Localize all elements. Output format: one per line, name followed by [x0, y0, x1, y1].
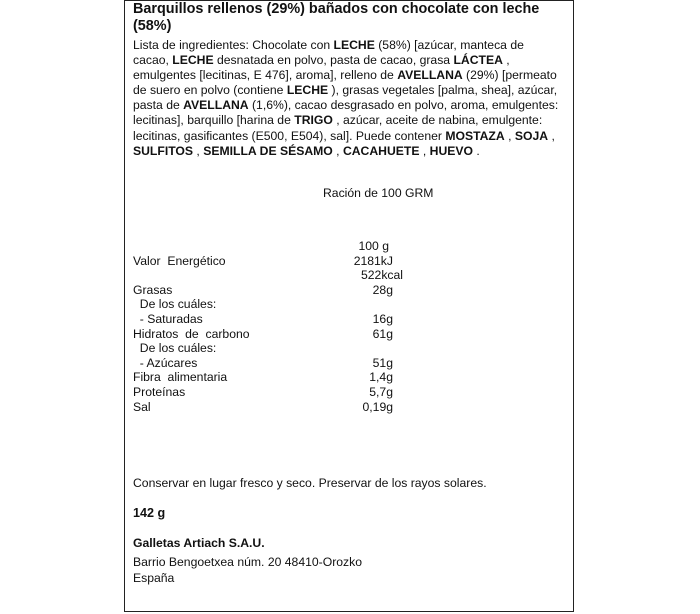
product-title [133, 1, 569, 35]
nutrient-label: Valor Energético [133, 253, 226, 268]
nutrient-value: 0,19g [362, 399, 393, 414]
serving-size: Ración de 100 GRM [323, 186, 434, 200]
ingredients-list [133, 38, 563, 159]
nutrition-row [133, 370, 433, 385]
nutrient-label: Fibra alimentaria [133, 370, 228, 385]
nutrient-label: Proteínas [133, 384, 186, 399]
product-title-line2: (58%) [133, 18, 172, 34]
allergen-highlight: AVELLANA [397, 68, 463, 83]
ingredient-text: , [504, 128, 515, 143]
net-weight: 142 g [133, 506, 166, 520]
allergen-highlight: SEMILLA DE SÉSAMO [203, 143, 333, 158]
allergen-highlight: CACAHUETE [342, 143, 420, 158]
nutrient-value: 1,4g [369, 370, 393, 385]
nutrient-label: Hidratos de carbono [133, 326, 250, 341]
allergen-highlight: LECHE [172, 53, 214, 68]
nutrient-value: 522kcal [360, 268, 403, 283]
ingredient-text: Lista de ingredientes: Chocolate con [133, 38, 334, 52]
nutrition-row [133, 400, 433, 415]
nutrient-label: Sal [133, 399, 151, 414]
product-title-line1: Barquillos rellenos (29%) bañados con chocolate con leche [133, 1, 540, 17]
allergen-highlight: LÁCTEA [453, 53, 503, 68]
allergen-highlight: SOJA [514, 128, 549, 143]
ingredient-text: (29%) [permeato de suero en polvo (contiene [133, 68, 557, 98]
ingredient-text: , [332, 143, 343, 158]
ingredient-text: ), grasas vegetales [palma, shea], azúcar, pasta de [133, 83, 558, 113]
allergen-highlight: MOSTAZA [445, 128, 505, 143]
nutrient-label: Grasas [133, 282, 173, 297]
nutrient-label: De los cuáles: [133, 297, 217, 312]
ingredient-text: , azúcar, aceite de nabina, emulgente: lecitinas, gasificantes (E500, E504), sal]. Puede contener [133, 113, 543, 143]
nutrition-row [133, 268, 433, 283]
storage-instructions: Conservar en lugar fresco y seco. Preservar de los rayos solares. [133, 476, 487, 490]
manufacturer-country: España [133, 571, 175, 585]
allergen-highlight: AVELLANA [183, 98, 249, 113]
ingredient-text: , [419, 143, 430, 158]
nutrition-row [133, 327, 433, 342]
nutrient-label: - Azúcares [133, 355, 198, 370]
ingredient-text: . [472, 143, 480, 158]
ingredient-text: (1,6%), cacao desgrasado en polvo, aroma, emulgentes: lecitinas], barquillo [harina de [133, 98, 559, 128]
nutrient-value: 51g [372, 355, 393, 370]
nutrition-row [133, 312, 433, 327]
ingredient-text: , [193, 143, 204, 158]
nutrition-row [133, 341, 433, 356]
manufacturer-name: Galletas Artiach S.A.U. [133, 536, 265, 550]
nutrition-row [133, 254, 433, 269]
nutrient-label: De los cuáles: [133, 341, 217, 356]
nutrition-row [133, 385, 433, 400]
ingredient-text: (58%) [azúcar, manteca de cacao, [133, 38, 524, 68]
product-label-panel [124, 0, 574, 612]
ingredient-text: , [548, 128, 555, 143]
nutrition-row [133, 283, 433, 298]
allergen-highlight: TRIGO [294, 113, 333, 128]
allergen-highlight: LECHE [286, 83, 329, 98]
manufacturer-address: Barrio Bengoetxea núm. 20 48410-Orozko [133, 555, 362, 569]
nutrient-label: - Saturadas [133, 311, 203, 326]
nutrient-value: 28g [372, 282, 393, 297]
nutrient-value: 16g [372, 311, 393, 326]
nutrient-value: 5,7g [369, 384, 393, 399]
nutrient-value: 61g [372, 326, 393, 341]
nutrition-row [133, 239, 433, 254]
nutrient-value: 2181kJ [353, 253, 393, 268]
ingredient-text: desnatada en polvo, pasta de cacao, grasa [213, 53, 454, 68]
allergen-highlight: HUEVO [429, 143, 473, 158]
nutrition-row [133, 297, 433, 312]
nutrient-value: 100 g [358, 239, 389, 253]
nutrition-table [133, 239, 433, 414]
nutrition-row [133, 356, 433, 371]
ingredient-text: , emulgentes [lecitinas, E 476], aroma], relleno de [133, 53, 510, 83]
allergen-highlight: SULFITOS [133, 143, 194, 158]
allergen-highlight: LECHE [333, 38, 375, 52]
